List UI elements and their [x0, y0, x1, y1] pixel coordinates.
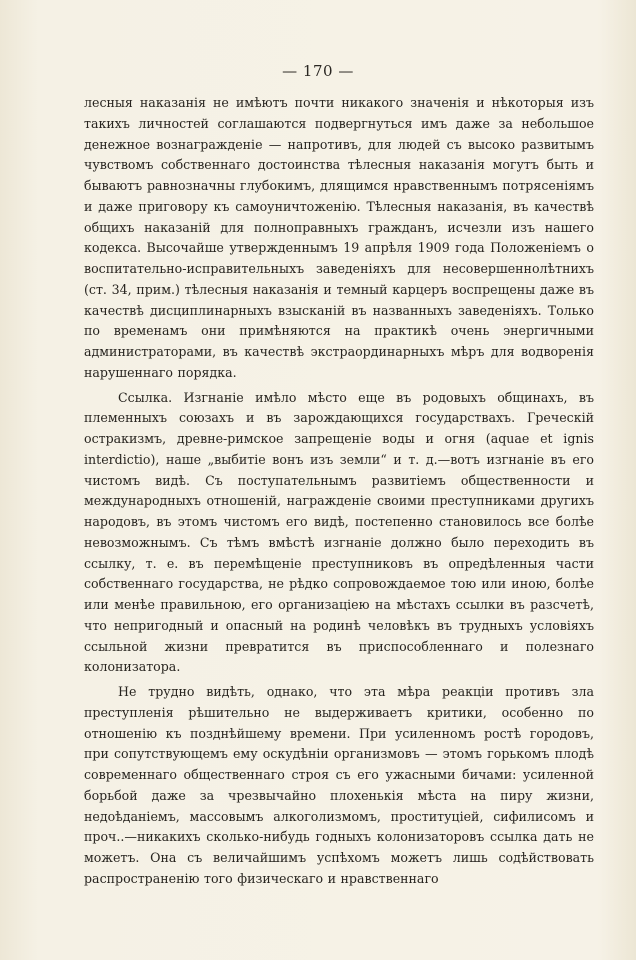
page-number: — 170 —: [282, 62, 354, 80]
body-text: [84, 93, 594, 890]
paragraph-exile: Ссылка. Изгнаніе имѣло мѣсто еще въ родовыхъ общинахъ, въ племенныхъ союзахъ и въ зарождающихся государствахъ. Греческій остракизмъ, древне-римское запрещеніе воды и огня (aquae et ignis interdictio), наше „выбитіе вонъ изъ земли“ и т. д.—вотъ изгнаніе въ его чистомъ видѣ. Съ поступательнымъ развитіемъ общественности и международныхъ отношеній, награжденіе своими преступниками другихъ народовъ, въ этомъ чистомъ его видѣ, постепенно становилось все болѣе невозможнымъ. Съ тѣмъ вмѣстѣ изгнаніе должно было переходить въ ссылку, т. е. въ перемѣщеніе преступниковъ въ опредѣленныя части собственнаго государства, не рѣдко сопровождаемое тою или иною, болѣе или менѣе правильною, его организаціею на мѣстахъ ссылки въ разсчетѣ, что непригодный и опасный на родинѣ человѣкъ въ трудныхъ условіяхъ ссыльной жизни превратится въ приспособленнаго и полезнаго колонизатора.: [84, 389, 594, 675]
paragraph-corporal-punishment: лесныя наказанія не имѣютъ почти никакого значенія и нѣкоторыя изъ такихъ личностей соглашаются подвергнуться имъ даже за небольшое денежное вознагражденіе — напротивъ, для людей съ высоко развитымъ чувствомъ собственнаго достоинства тѣлесныя наказанія могутъ быть и бываютъ равнозначны глубокимъ, длящимся нравственнымъ потрясеніямъ и даже приговору къ самоуничтоженію. Тѣлесныя наказанія, въ качествѣ общихъ наказаній для полноправныхъ гражданъ, исчезли изъ нашего кодекса. Высочайше утвержденнымъ 19 апрѣля 1909 года Положеніемъ о воспитательно-исправительныхъ заведеніяхъ для несовершеннолѣтнихъ (ст. 34, прим.) тѣлесныя наказанія и темный карцеръ воспрещены даже въ качествѣ дисциплинарныхъ взысканій въ названныхъ заведеніяхъ. Только по временамъ они примѣняются на практикѣ очень энергичными администраторами, въ качествѣ экстраординарныхъ мѣръ для водворенія нарушеннаго порядка.: [84, 95, 594, 380]
paragraph-critique: Не трудно видѣть, однако, что эта мѣра реакціи противъ зла преступленія рѣшительно не выдерживаетъ критики, особенно по отношенію къ позднѣйшему времени. При усиленномъ ростѣ городовъ, при сопутствующемъ ему оскудѣніи организмовъ — этомъ горькомъ плодѣ современнаго общественнаго строя съ его ужасными бичами: усиленной борьбой даже за чрезвычайно плохенькія мѣста на пиру жизни, недоѣданіемъ, массовымъ алкоголизмомъ, проституціей, сифилисомъ и проч..—никакихъ сколько-нибудь годныхъ колонизаторовъ ссылка дать не можетъ. Она съ величайшимъ успѣхомъ можетъ лишь содѣйствовать распространенію того физическаго и нравственнаго: [84, 684, 594, 886]
